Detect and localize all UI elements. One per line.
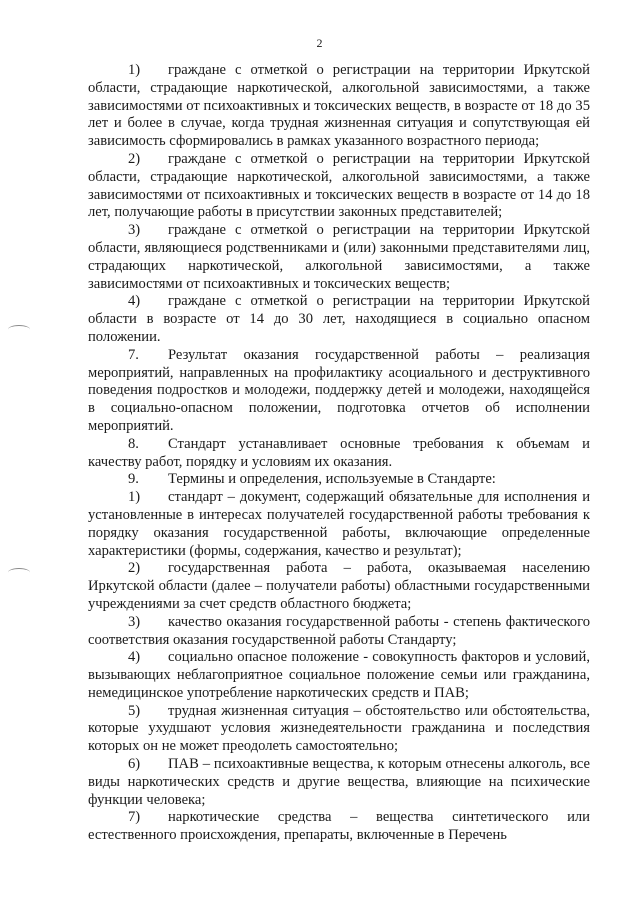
item-number: 7) [128,809,141,826]
list-item [88,62,590,151]
definition-item [88,649,590,702]
definition-item [88,614,590,650]
clause-number: 7. [128,346,139,363]
list-item [88,222,590,293]
clause-number: 8. [128,435,139,452]
item-text: социально опасное положение - совокупность факторов и условий, вызывающих неблагоприятное социальное положение семьи или гражданина, немедицинское употребление наркотических средств и ПАВ; [88,649,590,701]
document-body [88,62,590,845]
item-number: 4) [128,649,141,666]
clause-paragraph [88,471,590,489]
item-number: 4) [128,293,141,310]
item-number: 6) [128,756,141,773]
item-number: 1) [128,62,141,78]
item-number: 2) [128,150,141,167]
item-number: 5) [128,702,141,719]
definition-item [88,703,590,756]
clause-text: Результат оказания государственной работы – реализация мероприятий, направленных на профилактику асоциального и деструктивного поведения подростков и молодежи, поддержку детей и молодежи, находящейся в социально-опасном положении, подготовка отчетов об исполнении мероприятий. [88,346,590,434]
item-text: стандарт – документ, содержащий обязательные для исполнения и установленные в интересах получателей государственной работы требования к порядку оказания государственной работы, включающие определенные характеристики (формы, содержания, качество и результат); [88,489,590,559]
definition-item [88,489,590,560]
definition-item [88,756,590,809]
clause-text: Термины и определения, используемые в Стандарте: [168,471,496,488]
clause-text: Стандарт устанавливает основные требования к объемам и качеству работ, порядку и условиям их оказания. [88,435,590,470]
item-text: государственная работа – работа, оказываемая населению Иркутской области (далее – получатели работы) областными государственными учреждениями за счет средств областного бюджета; [88,560,590,612]
definition-item [88,560,590,613]
punch-hole-mark-bottom [8,568,30,577]
list-item [88,293,590,346]
clause-number: 9. [128,471,139,488]
item-number: 3) [128,222,141,239]
item-text: трудная жизненная ситуация – обстоятельство или обстоятельства, которые ухудшают условия жизнедеятельности гражданина и последствия которых он не может преодолеть самостоятельно; [88,702,590,755]
page-number: 2 [316,36,323,50]
item-text: граждане с отметкой о регистрации на территории Иркутской области, страдающие наркотической, алкогольной зависимостями, а также зависимостями от психоактивных и токсических веществ в возрасте от 14 до 18 лет, получающие работы в присутствии законных представителей; [88,150,590,221]
item-text: качество оказания государственной работы - степень фактического соответствия оказания государственной работы Стандарту; [88,613,590,648]
item-text: ПАВ – психоактивные вещества, к которым отнесены алкоголь, все виды наркотических средств и другие вещества, влияющие на психические функции человека; [88,756,590,808]
punch-hole-mark-top [8,325,30,334]
clause-paragraph [88,436,590,472]
list-item [88,151,590,222]
item-number: 1) [128,489,141,506]
item-number: 2) [128,560,141,577]
item-number: 3) [128,613,141,630]
clause-paragraph [88,347,590,436]
item-text: граждане с отметкой о регистрации на территории Иркутской области, страдающие наркотической, алкогольной зависимостями, а также зависимостями от психоактивных и токсических веществ, в возрасте от 18 до 35 лет и более в случае, когда трудная жизненная ситуация и сопутствующая ей зависимость сформировались в рамках указанного возрастного периода; [88,62,590,150]
item-text: наркотические средства – вещества синтетического или естественного происхождения, препараты, включенные в Перечень [88,809,590,844]
item-text: граждане с отметкой о регистрации на территории Иркутской области, являющиеся родственниками и (или) законными представителями лиц, страдающих наркотической, алкогольной зависимостями, а также зависимостями от психоактивных и токсических веществ; [88,222,590,292]
item-text: граждане с отметкой о регистрации на территории Иркутской области в возрасте от 14 до 30 лет, находящиеся в социально опасном положении. [88,293,590,345]
definition-item [88,809,590,845]
